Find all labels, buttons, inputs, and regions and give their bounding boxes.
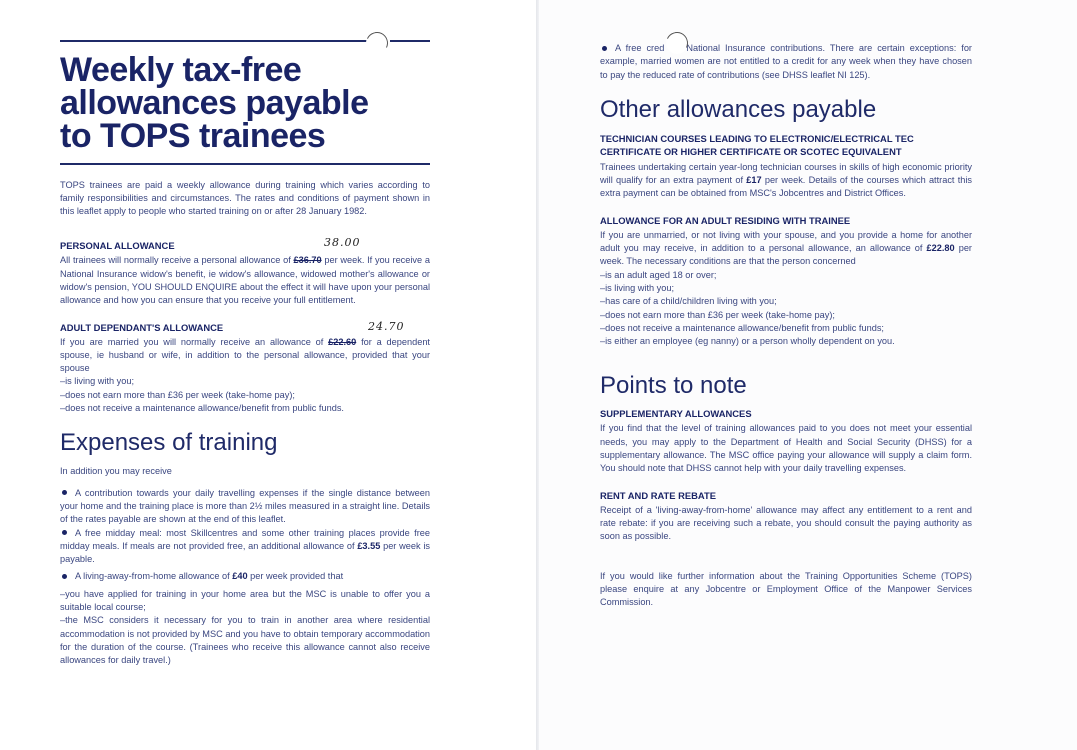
ni-bullet-start: A free cred xyxy=(615,43,665,53)
adult-condition: –is either an employee (eg nanny) or a person wholly dependent on you. xyxy=(600,336,895,347)
adult-condition: –is living with you; xyxy=(600,282,675,293)
expenses-title: Expenses of training xyxy=(60,429,278,457)
expenses-bullet-travel xyxy=(60,487,430,527)
personal-allowance-heading: PERSONAL ALLOWANCE xyxy=(60,240,175,252)
technician-amount: £17 xyxy=(746,175,762,186)
handwritten-personal-amount: 38.00 xyxy=(324,236,361,250)
expenses-intro: In addition you may receive xyxy=(60,466,172,477)
adult-amount: £22.80 xyxy=(926,243,955,254)
bullet-meal-text-after: per week is payable. xyxy=(60,540,430,565)
adult-text-before: If you are unmarried, or not living with your spouse, and you provide a home for another adult you may receive, in addition to a personal allowance, an allowance of xyxy=(600,229,972,254)
technician-text-before: Trainees undertaking certain year-long technician courses in skills of high economic priority will qualify for an extra payment of xyxy=(600,161,972,186)
rent-rebate-text: Receipt of a 'living-away-from-home' allowance may affect any entitlement to a rent and rate rebate: if you are receiving such a rebate, you should consult the paying authority as soon as possible. xyxy=(600,504,972,542)
supplementary-text: If you find that the level of training allowances paid to you does not meet your essential needs, you may apply to the Department of Health and Social Security (DHSS) for a supplementary allowance. The MSC office paying your allowance will supply a claim form. You should note that DHSS cannot help with your daily travelling expenses. xyxy=(600,423,972,474)
bullet-travel-text: A contribution towards your daily travelling expenses if the single distance between your home and the training place is more than 2½ miles measured in a straight line. Details of the rates payable are shown at the end of this leaflet. xyxy=(60,487,430,525)
rent-rebate-heading: RENT AND RATE REBATE xyxy=(600,489,716,501)
dependant-allowance-heading: ADULT DEPENDANT'S ALLOWANCE xyxy=(60,321,224,333)
dependant-allowance-text xyxy=(60,336,430,376)
handwritten-dependant-amount: 24.70 xyxy=(368,319,405,333)
other-allowances-title: Other allowances payable xyxy=(600,95,877,123)
adult-condition: –is an adult aged 18 or over; xyxy=(600,269,717,280)
living-away-condition: –the MSC considers it necessary for you to train in another area where residential accommodation is not provided by MSC and you have to obtain temporary accommodation for the duration of the course. (Trainees who receive this allowance cannot also receive allowances for daily travel.) xyxy=(60,615,430,666)
dependant-struck-amount: £22.60 xyxy=(328,336,357,347)
dependant-text-after: for a dependent spouse, ie husband or wife, in addition to the personal allowance, provided that your spouse xyxy=(60,336,430,374)
title-line-3: to TOPS trainees xyxy=(60,117,326,155)
bullet-icon xyxy=(62,530,67,535)
title-line-1: Weekly tax-free xyxy=(60,51,302,89)
expenses-bullet-meal xyxy=(60,527,430,567)
right-column xyxy=(600,42,972,609)
ni-bullet-rest: National Insurance contributions. There are certain exceptions: for example, married women are not entitled to a credit for any week when they have chosen to pay the reduced rate of contributions (see DHSS leaflet NI 125). xyxy=(600,43,972,80)
adult-condition: –does not earn more than £36 per week (take-home pay); xyxy=(600,309,835,320)
technician-text xyxy=(600,161,972,201)
adult-text-after: per week. The necessary conditions are that the person concerned xyxy=(600,243,972,267)
left-column xyxy=(60,40,430,668)
personal-text-after: per week. If you receive a National Insurance widow's benefit, ie widow's allowance, widowed mother's allowance or widow's pension, YOU SHOULD ENQUIRE about the effect it will have upon your personal allowance and how you can ensure that you receive your full entitlement. xyxy=(60,255,430,306)
bullet-icon xyxy=(62,490,67,495)
personal-allowance-text xyxy=(60,254,430,307)
top-rule-end xyxy=(390,40,430,42)
bullet-meal-text: A free midday meal: most Skillcentres and some other training places provide free midday meals. If meals are not provided free, an additional allowance of xyxy=(60,527,430,551)
page-title xyxy=(60,51,430,155)
adult-residing-heading: ALLOWANCE FOR AN ADULT RESIDING WITH TRAINEE xyxy=(600,214,851,226)
personal-struck-amount: £36.70 xyxy=(293,255,322,266)
points-to-note-title: Points to note xyxy=(600,372,747,400)
technician-heading: TECHNICIAN COURSES LEADING TO ELECTRONIC/ELECTRICAL TEC CERTIFICATE OR HIGHER CERTIFICATE OR SCOTEC EQUIVALENT xyxy=(600,132,914,157)
dependant-condition: –is living with you; xyxy=(60,376,135,387)
dependant-condition: –does not receive a maintenance allowance/benefit from public funds. xyxy=(60,403,344,414)
supplementary-heading: SUPPLEMENTARY ALLOWANCES xyxy=(600,408,752,420)
adult-condition: –does not receive a maintenance allowance/benefit from public funds; xyxy=(600,322,884,333)
expenses-bullet-living-away xyxy=(60,570,430,583)
bullet-living-text: A living-away-from-home allowance of xyxy=(75,571,233,582)
further-information-text: If you would like further information about the Training Opportunities Scheme (TOPS) please enquire at any Jobcentre or Employment Office of the Manpower Services Commission. xyxy=(600,570,972,608)
top-rule xyxy=(60,40,370,42)
dependant-condition: –does not earn more than £36 per week (take-home pay); xyxy=(60,389,295,400)
bullet-icon xyxy=(62,574,67,579)
adult-condition: –has care of a child/children living with you; xyxy=(600,296,777,307)
personal-text-before: All trainees will normally receive a personal allowance of xyxy=(60,255,294,266)
dependant-text-before: If you are married you will normally receive an allowance of xyxy=(60,336,329,347)
living-away-condition: –you have applied for training in your home area but the MSC is unable to offer you a suitable local course; xyxy=(60,588,430,613)
bullet-icon xyxy=(602,46,607,51)
living-away-amount: £40 xyxy=(232,571,248,582)
intro-paragraph: TOPS trainees are paid a weekly allowance during training which varies according to family responsibilities and circumstances. The rates and conditions of payment shown in this leaflet apply to people who started training on or after 28 January 1982. xyxy=(60,179,430,217)
adult-residing-text xyxy=(600,229,972,269)
technician-text-after: per week. Details of the courses which attract this extra payment can be obtained from MSC's Jobcentres and District Offices. xyxy=(600,175,973,199)
national-insurance-bullet xyxy=(600,42,972,82)
bullet-living-text-after: per week provided that xyxy=(247,571,344,582)
meal-amount: £3.55 xyxy=(357,540,381,551)
title-line-2: allowances payable xyxy=(60,84,369,122)
